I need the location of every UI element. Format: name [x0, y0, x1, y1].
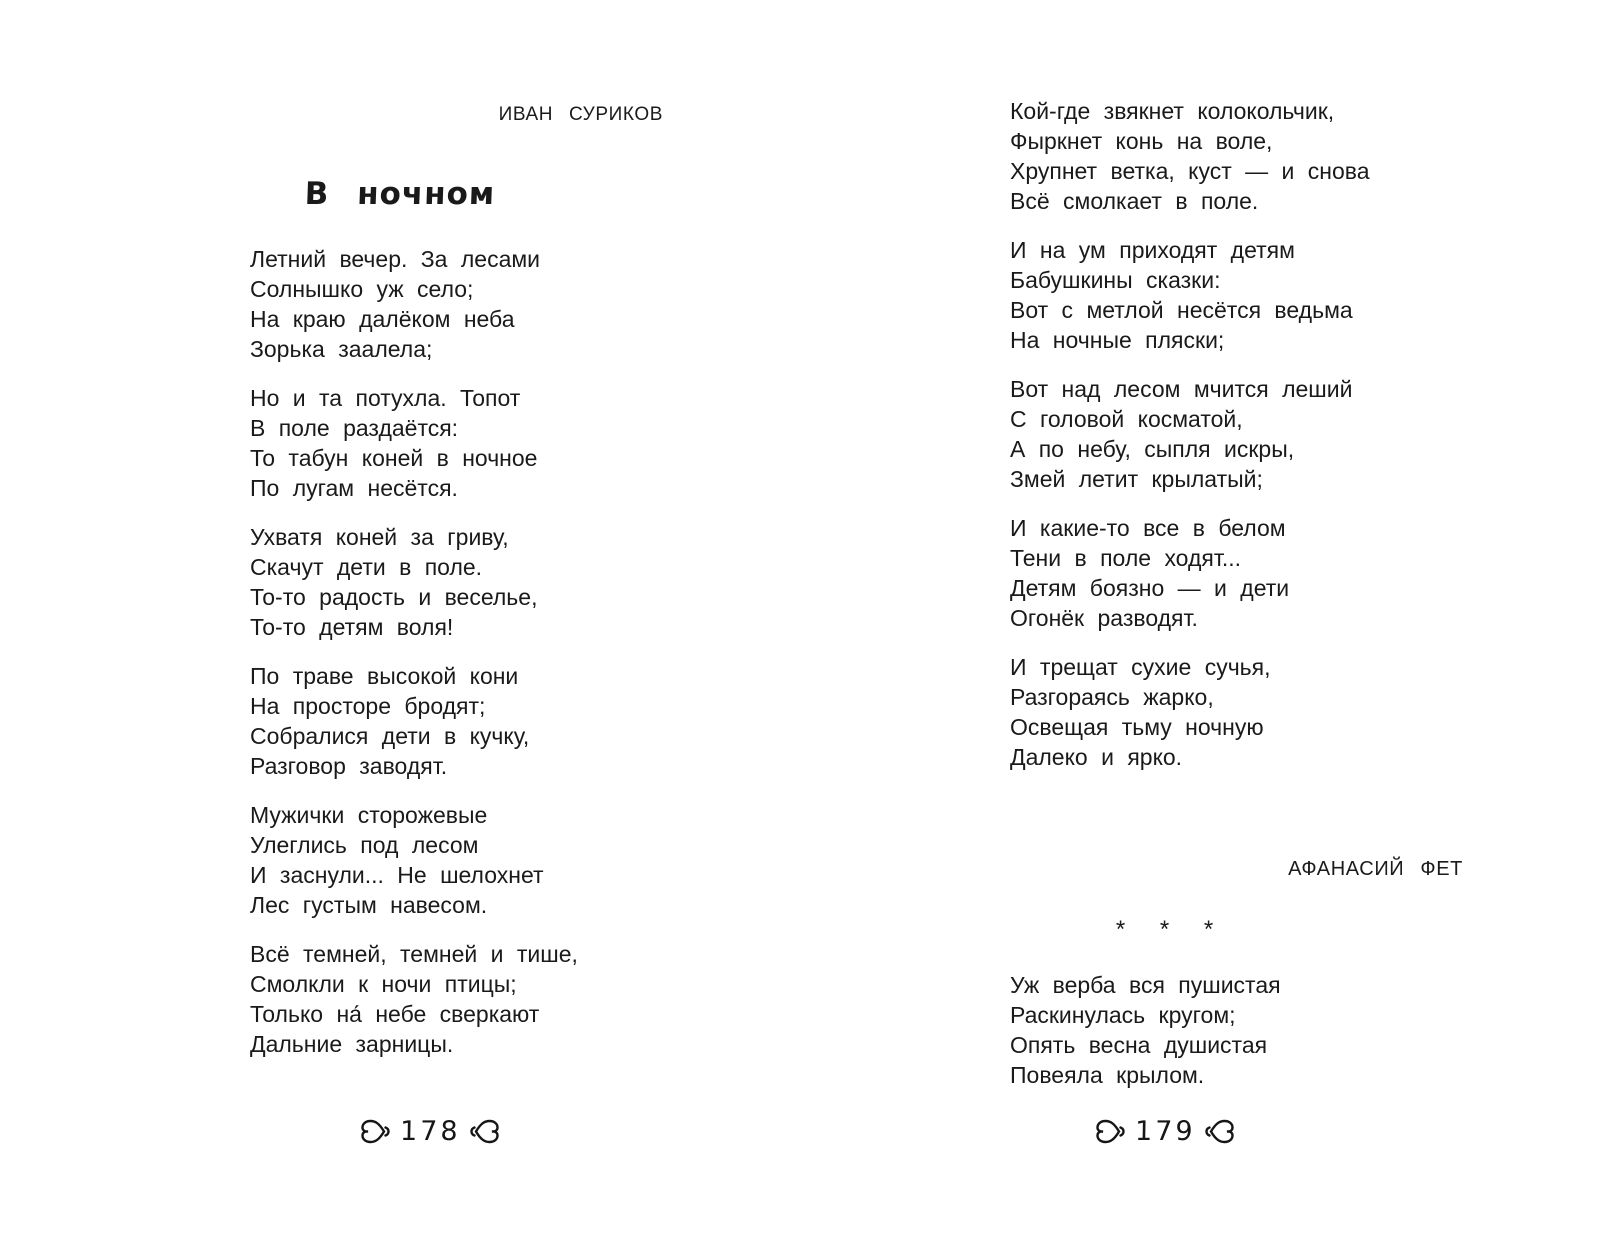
- left-page-number: 178: [399, 1116, 461, 1147]
- poem-line: На ночные пляски;: [1010, 327, 1225, 353]
- poem-line: На просторе бродят;: [250, 693, 486, 719]
- heart-flourish-icon: [467, 1118, 503, 1145]
- poem-line: Повеяла крылом.: [1010, 1062, 1205, 1088]
- poem-line: То-то детям воля!: [250, 614, 454, 640]
- poem-line: Солнышко уж село;: [250, 276, 474, 302]
- poem-line: Мужички сторожевые: [250, 802, 488, 828]
- poem-line: Вот с метлой несётся ведьма: [1010, 297, 1353, 323]
- poem-fet-column: [1010, 970, 1281, 1109]
- author-name-fet: АФАНАСИЙ ФЕТ: [1288, 858, 1463, 880]
- poem-line: Огонёк разводят.: [1010, 605, 1198, 631]
- stanza: [1010, 970, 1281, 1090]
- poem-line: Вот над лесом мчится леший: [1010, 376, 1353, 402]
- poem-line: Только на́ небе сверкают: [250, 1001, 540, 1027]
- poem-line: Разгораясь жарко,: [1010, 684, 1214, 710]
- stanza: [1010, 96, 1370, 216]
- stanza: [1010, 513, 1370, 633]
- poem-line: Хрупнет ветка, куст — и снова: [1010, 158, 1370, 184]
- poem-line: Змей летит крылатый;: [1010, 466, 1263, 492]
- heart-flourish-icon: [357, 1118, 393, 1145]
- poem-line: Лес густым навесом.: [250, 892, 488, 918]
- poem-line: А по небу, сыпля искры,: [1010, 436, 1295, 462]
- poem-line: Собралися дети в кучку,: [250, 723, 530, 749]
- poem-line: Дальние зарницы.: [250, 1031, 454, 1057]
- poem-line: И на ум приходят детям: [1010, 237, 1295, 263]
- poem-line: Зорька заалела;: [250, 336, 433, 362]
- poem-line: Уж верба вся пушистая: [1010, 972, 1281, 998]
- poem-line: То-то радость и веселье,: [250, 584, 538, 610]
- poem-line: И заснули... Не шелохнет: [250, 862, 544, 888]
- poem-line: Но и та потухла. Топот: [250, 385, 521, 411]
- stanza: [1010, 235, 1370, 355]
- poem-line: Скачут дети в поле.: [250, 554, 483, 580]
- poem-line: Всё смолкает в поле.: [1010, 188, 1259, 214]
- poem-line: На краю далёком неба: [250, 306, 515, 332]
- poem-line: Ухватя коней за гриву,: [250, 524, 509, 550]
- author-name-surikov: ИВАН СУРИКОВ: [498, 104, 663, 125]
- right-page-number: 179: [1134, 1116, 1196, 1147]
- poem-surikov-left-column: [250, 244, 578, 1078]
- poem-line: В поле раздаётся:: [250, 415, 459, 441]
- poem-line: Бабушкины сказки:: [1010, 267, 1221, 293]
- left-page-footer: [250, 1116, 610, 1147]
- poem-line: Разговор заводят.: [250, 753, 448, 779]
- poem-line: По траве высокой кони: [250, 663, 519, 689]
- poem-line: Детям боязно — и дети: [1010, 575, 1290, 601]
- poem-line: Раскинулась кругом;: [1010, 1002, 1236, 1028]
- stanza: [250, 522, 578, 642]
- poem-line: Смолкли к ночи птицы;: [250, 971, 517, 997]
- poem-line: Освещая тьму ночную: [1010, 714, 1264, 740]
- poem-surikov-right-column: [1010, 96, 1370, 791]
- poem-line: С головой косматой,: [1010, 406, 1243, 432]
- poem-line: Опять весна душистая: [1010, 1032, 1268, 1058]
- poem-line: Летний вечер. За лесами: [250, 246, 541, 272]
- poem-line: Всё темней, темней и тише,: [250, 941, 578, 967]
- poem-line: Кой-где звякнет колокольчик,: [1010, 98, 1335, 124]
- heart-flourish-icon: [1202, 1118, 1238, 1145]
- poem-title: В ночном: [304, 176, 496, 212]
- stanza: [250, 383, 578, 503]
- stanza: [250, 661, 578, 781]
- poem-line: Улеглись под лесом: [250, 832, 479, 858]
- stanza: [1010, 374, 1370, 494]
- poem-line: То табун коней в ночное: [250, 445, 538, 471]
- poem-line: Фыркнет конь на воле,: [1010, 128, 1273, 154]
- right-page: [810, 0, 1620, 1258]
- stanza: [250, 244, 578, 364]
- poem-line: Тени в поле ходят...: [1010, 545, 1241, 571]
- right-page-footer: [1010, 1116, 1320, 1147]
- untitled-poem-asterisks: * * *: [1115, 916, 1215, 943]
- stanza: [1010, 652, 1370, 772]
- poem-line: И какие-то все в белом: [1010, 515, 1286, 541]
- stanza: [250, 800, 578, 920]
- poem-line: По лугам несётся.: [250, 475, 458, 501]
- heart-flourish-icon: [1092, 1118, 1128, 1145]
- poem-line: И трещат сухие сучья,: [1010, 654, 1271, 680]
- poem-line: Далеко и ярко.: [1010, 744, 1183, 770]
- stanza: [250, 939, 578, 1059]
